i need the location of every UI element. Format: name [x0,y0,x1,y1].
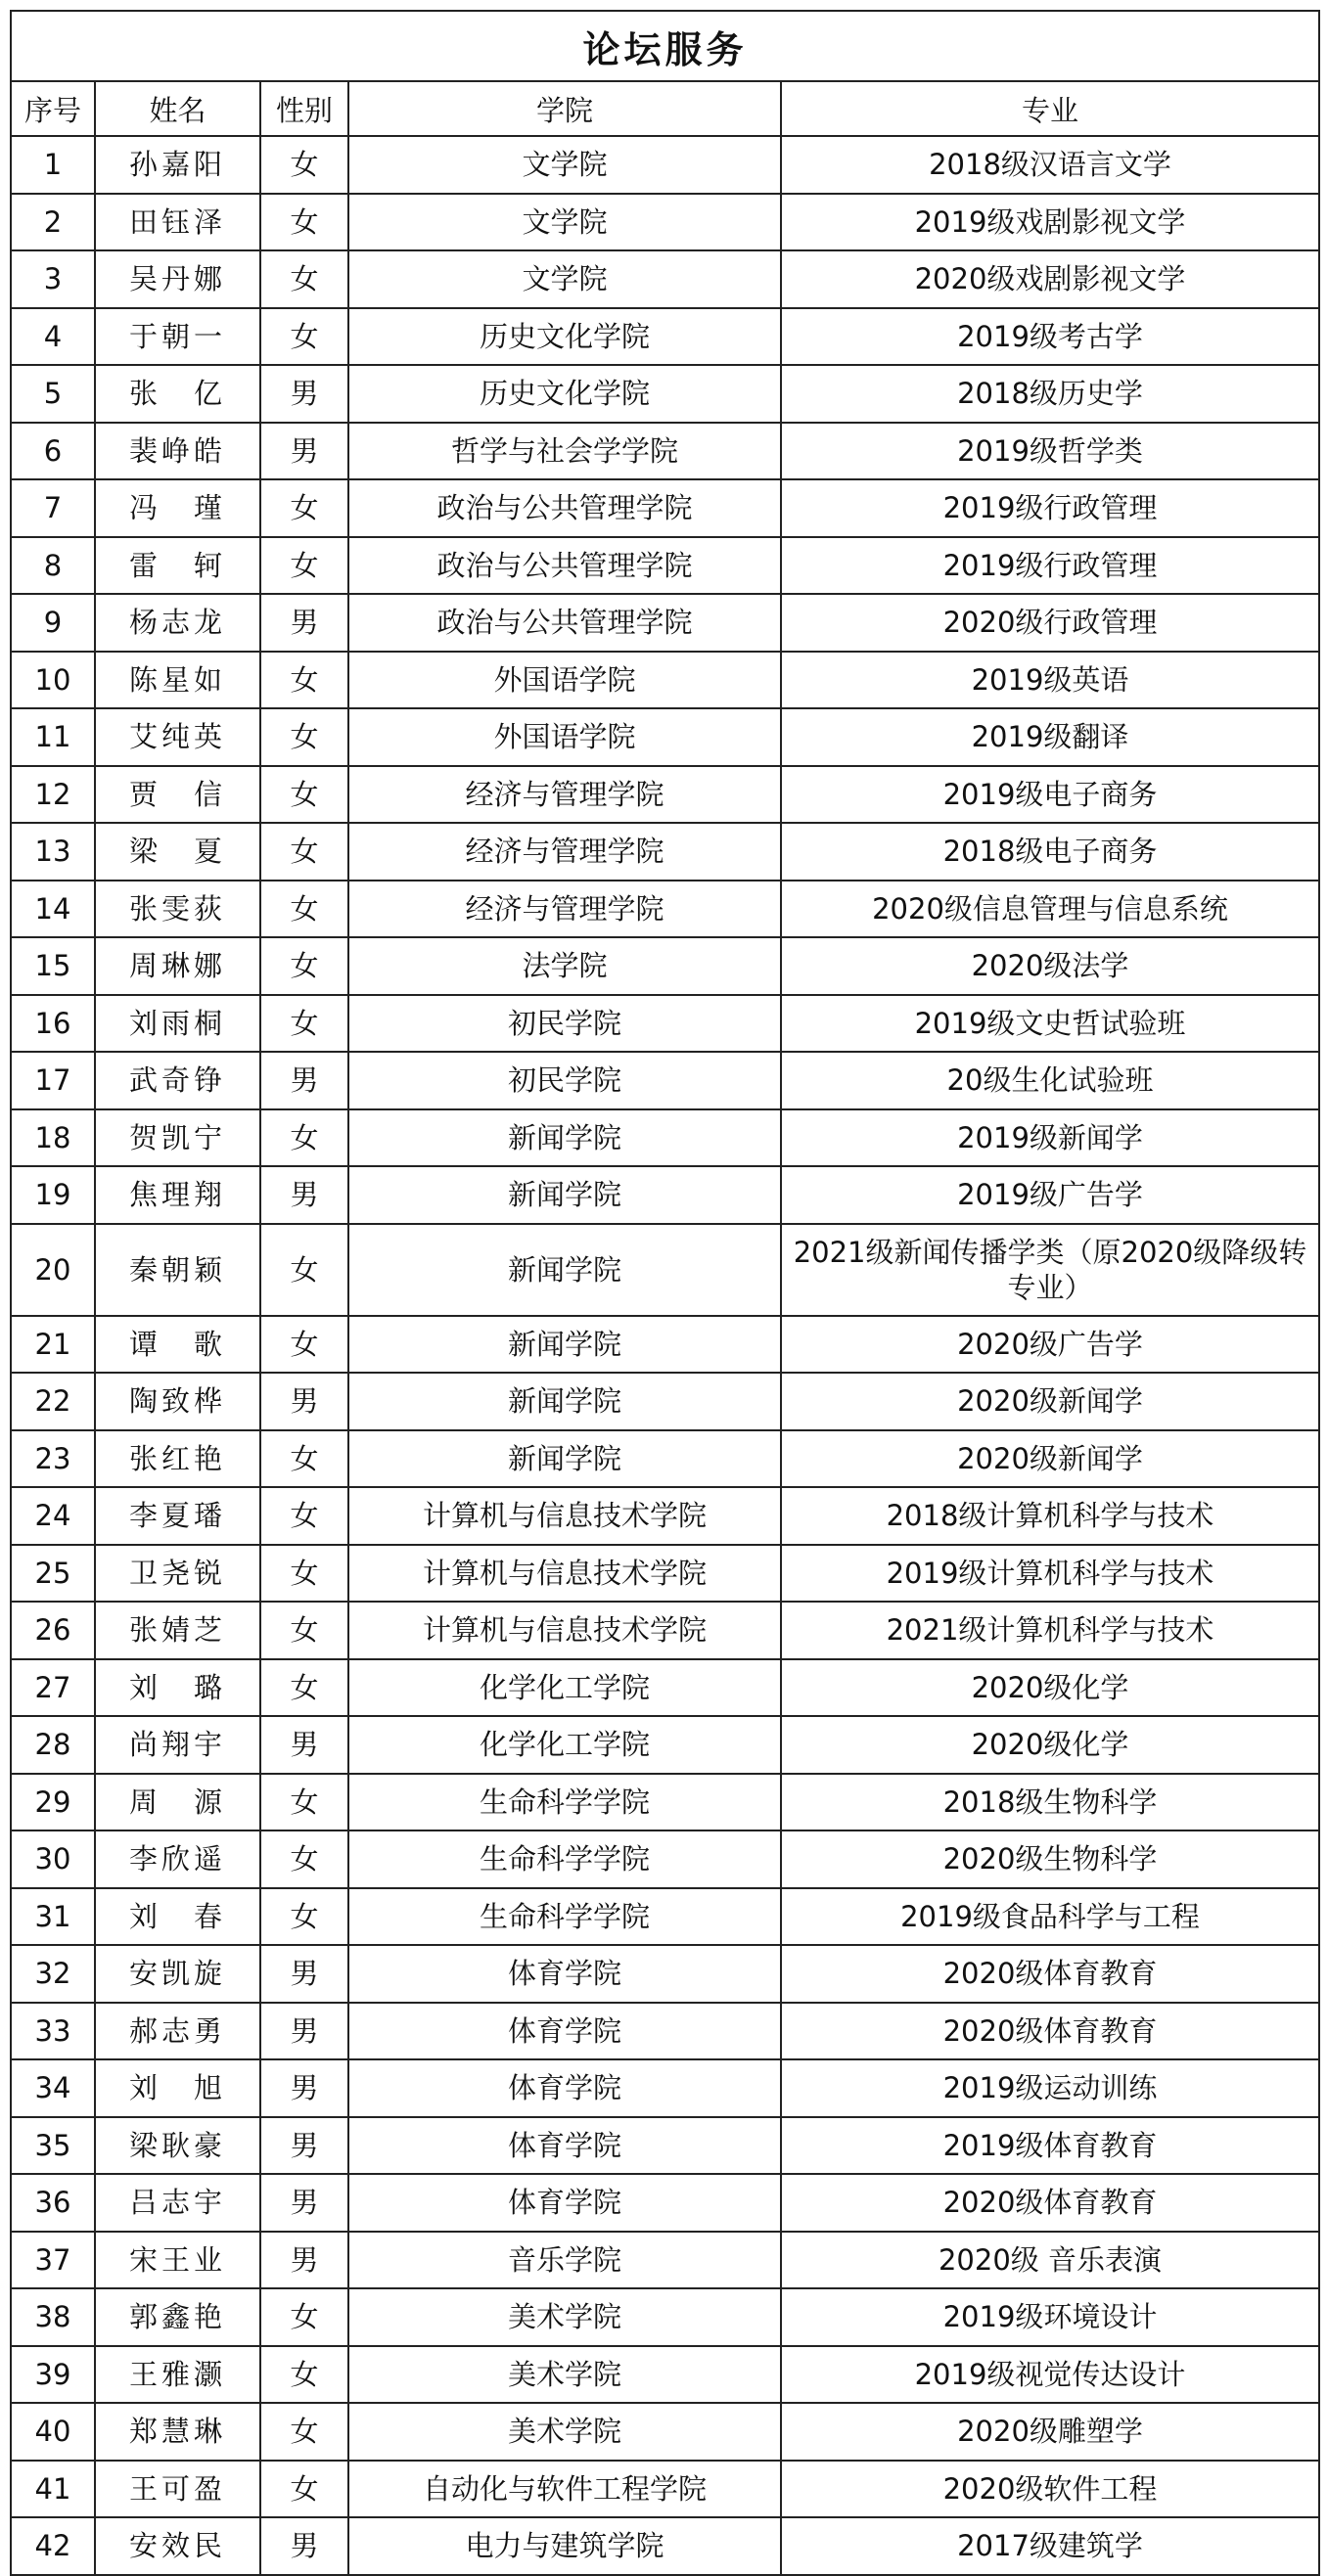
cell-name: 张 亿 [95,365,260,423]
table-row [11,1487,1319,1545]
cell-name: 王可盈 [95,2461,260,2518]
cell-college: 音乐学院 [348,2232,781,2289]
cell-major: 2019级行政管理 [781,537,1319,595]
cell-name: 王雅灏 [95,2346,260,2404]
table-row [11,995,1319,1053]
cell-gender: 女 [260,708,348,766]
cell-major: 2019级运动训练 [781,2059,1319,2117]
header-index: 序号 [11,81,95,136]
cell-index: 10 [11,652,95,709]
header-name: 姓名 [95,81,260,136]
cell-name: 裴峥皓 [95,423,260,480]
cell-gender: 女 [260,250,348,308]
table-row [11,1109,1319,1167]
cell-major: 2019级文史哲试验班 [781,995,1319,1053]
cell-name: 刘 璐 [95,1659,260,1717]
table-row [11,1430,1319,1488]
table-row [11,1945,1319,2003]
cell-college: 美术学院 [348,2346,781,2404]
table-row [11,1659,1319,1717]
cell-name: 吴丹娜 [95,250,260,308]
cell-name: 吕志宇 [95,2174,260,2232]
table-row [11,1545,1319,1603]
roster-table [10,10,1320,2576]
cell-college: 文学院 [348,136,781,194]
cell-major: 2019级体育教育 [781,2117,1319,2175]
cell-gender: 男 [260,423,348,480]
cell-college: 计算机与信息技术学院 [348,1487,781,1545]
cell-gender: 女 [260,1830,348,1888]
cell-college: 经济与管理学院 [348,823,781,881]
cell-college: 文学院 [348,250,781,308]
cell-index: 28 [11,1716,95,1774]
cell-major: 2019级广告学 [781,1166,1319,1224]
cell-major: 2020级体育教育 [781,2174,1319,2232]
cell-gender: 男 [260,2003,348,2060]
table-row [11,423,1319,480]
cell-major: 2018级生物科学 [781,1774,1319,1831]
cell-gender: 女 [260,308,348,366]
cell-index: 34 [11,2059,95,2117]
table-row [11,2461,1319,2518]
cell-name: 于朝一 [95,308,260,366]
cell-gender: 女 [260,2288,348,2346]
table-row [11,1602,1319,1659]
cell-name: 谭 歌 [95,1316,260,1374]
cell-gender: 女 [260,2403,348,2461]
cell-name: 尚翔宇 [95,1716,260,1774]
cell-index: 17 [11,1052,95,1109]
cell-major: 2020级信息管理与信息系统 [781,881,1319,938]
table-row [11,1052,1319,1109]
table-row [11,2117,1319,2175]
cell-major: 2019级戏剧影视文学 [781,194,1319,251]
cell-index: 33 [11,2003,95,2060]
cell-gender: 男 [260,2059,348,2117]
cell-major: 2019级英语 [781,652,1319,709]
cell-major: 2018级汉语言文学 [781,136,1319,194]
cell-major: 2019级电子商务 [781,766,1319,824]
table-row [11,2174,1319,2232]
cell-gender: 女 [260,1224,348,1316]
cell-name: 李欣遥 [95,1830,260,1888]
cell-gender: 男 [260,1716,348,1774]
cell-index: 16 [11,995,95,1053]
cell-gender: 女 [260,766,348,824]
cell-name: 刘 春 [95,1888,260,1946]
table-row [11,250,1319,308]
cell-name: 梁耿豪 [95,2117,260,2175]
cell-index: 19 [11,1166,95,1224]
cell-name: 周 源 [95,1774,260,1831]
cell-major: 20级生化试验班 [781,1052,1319,1109]
cell-index: 39 [11,2346,95,2404]
table-row [11,823,1319,881]
cell-name: 雷 轲 [95,537,260,595]
cell-index: 5 [11,365,95,423]
table-row [11,708,1319,766]
cell-major: 2018级电子商务 [781,823,1319,881]
cell-college: 初民学院 [348,995,781,1053]
cell-major: 2021级计算机科学与技术 [781,1602,1319,1659]
cell-index: 14 [11,881,95,938]
cell-index: 13 [11,823,95,881]
cell-gender: 男 [260,2517,348,2575]
cell-college: 外国语学院 [348,652,781,709]
table-row [11,365,1319,423]
cell-gender: 男 [260,1052,348,1109]
table-row [11,1166,1319,1224]
cell-major: 2020级行政管理 [781,594,1319,652]
cell-index: 41 [11,2461,95,2518]
cell-index: 36 [11,2174,95,2232]
cell-index: 26 [11,1602,95,1659]
cell-index: 6 [11,423,95,480]
cell-name: 安凯旋 [95,1945,260,2003]
cell-gender: 女 [260,537,348,595]
cell-college: 政治与公共管理学院 [348,479,781,537]
cell-name: 孙嘉阳 [95,136,260,194]
cell-college: 经济与管理学院 [348,766,781,824]
cell-college: 体育学院 [348,2174,781,2232]
table-body [11,136,1319,2575]
cell-college: 新闻学院 [348,1224,781,1316]
table-row [11,2346,1319,2404]
cell-college: 新闻学院 [348,1430,781,1488]
cell-gender: 女 [260,1487,348,1545]
cell-major: 2020级 音乐表演 [781,2232,1319,2289]
cell-index: 27 [11,1659,95,1717]
table-row [11,1316,1319,1374]
cell-college: 政治与公共管理学院 [348,537,781,595]
cell-name: 刘雨桐 [95,995,260,1053]
cell-name: 梁 夏 [95,823,260,881]
cell-name: 焦理翔 [95,1166,260,1224]
cell-college: 哲学与社会学学院 [348,423,781,480]
cell-college: 新闻学院 [348,1316,781,1374]
cell-name: 刘 旭 [95,2059,260,2117]
cell-gender: 女 [260,1888,348,1946]
cell-major: 2019级计算机科学与技术 [781,1545,1319,1603]
cell-index: 3 [11,250,95,308]
cell-gender: 女 [260,652,348,709]
cell-gender: 男 [260,1166,348,1224]
cell-index: 12 [11,766,95,824]
cell-name: 宋王业 [95,2232,260,2289]
table-row [11,2003,1319,2060]
table-row [11,537,1319,595]
table-row [11,1774,1319,1831]
cell-gender: 女 [260,995,348,1053]
cell-major: 2019级考古学 [781,308,1319,366]
cell-major: 2020级体育教育 [781,1945,1319,2003]
cell-index: 15 [11,937,95,995]
cell-index: 8 [11,537,95,595]
table-row [11,136,1319,194]
cell-name: 郭鑫艳 [95,2288,260,2346]
cell-major: 2021级新闻传播学类（原2020级降级转专业） [781,1224,1319,1316]
cell-name: 杨志龙 [95,594,260,652]
cell-gender: 男 [260,594,348,652]
cell-gender: 女 [260,2346,348,2404]
table-title: 论坛服务 [11,11,1319,81]
cell-college: 新闻学院 [348,1373,781,1430]
cell-gender: 女 [260,1430,348,1488]
table-row [11,1373,1319,1430]
table-row [11,652,1319,709]
cell-major: 2019级行政管理 [781,479,1319,537]
cell-index: 20 [11,1224,95,1316]
cell-college: 历史文化学院 [348,365,781,423]
cell-name: 田钰泽 [95,194,260,251]
cell-name: 李夏璠 [95,1487,260,1545]
cell-college: 电力与建筑学院 [348,2517,781,2575]
cell-index: 25 [11,1545,95,1603]
cell-name: 武奇铮 [95,1052,260,1109]
cell-name: 艾纯英 [95,708,260,766]
cell-name: 陶致桦 [95,1373,260,1430]
table-row [11,937,1319,995]
cell-gender: 女 [260,1545,348,1603]
cell-index: 42 [11,2517,95,2575]
cell-major: 2018级计算机科学与技术 [781,1487,1319,1545]
table-row [11,1716,1319,1774]
cell-name: 秦朝颖 [95,1224,260,1316]
cell-name: 卫尧锐 [95,1545,260,1603]
cell-major: 2020级化学 [781,1716,1319,1774]
header-row [11,81,1319,136]
table-row [11,2403,1319,2461]
cell-major: 2020级生物科学 [781,1830,1319,1888]
cell-major: 2020级新闻学 [781,1373,1319,1430]
cell-major: 2020级软件工程 [781,2461,1319,2518]
cell-major: 2017级建筑学 [781,2517,1319,2575]
cell-index: 37 [11,2232,95,2289]
cell-college: 化学化工学院 [348,1659,781,1717]
cell-major: 2020级新闻学 [781,1430,1319,1488]
cell-index: 4 [11,308,95,366]
cell-index: 24 [11,1487,95,1545]
table-row [11,2059,1319,2117]
cell-index: 11 [11,708,95,766]
table-row [11,194,1319,251]
cell-index: 32 [11,1945,95,2003]
cell-index: 1 [11,136,95,194]
cell-college: 新闻学院 [348,1109,781,1167]
cell-gender: 女 [260,1659,348,1717]
cell-college: 计算机与信息技术学院 [348,1545,781,1603]
cell-gender: 女 [260,2461,348,2518]
cell-college: 美术学院 [348,2403,781,2461]
cell-index: 40 [11,2403,95,2461]
table-row [11,2288,1319,2346]
cell-name: 郑慧琳 [95,2403,260,2461]
table-row [11,594,1319,652]
cell-name: 张婧芝 [95,1602,260,1659]
cell-college: 体育学院 [348,2003,781,2060]
cell-college: 生命科学学院 [348,1774,781,1831]
cell-gender: 男 [260,2174,348,2232]
cell-college: 生命科学学院 [348,1830,781,1888]
cell-gender: 女 [260,479,348,537]
cell-name: 冯 瑾 [95,479,260,537]
header-gender: 性别 [260,81,348,136]
cell-college: 生命科学学院 [348,1888,781,1946]
cell-index: 21 [11,1316,95,1374]
roster-sheet [10,10,1318,2576]
cell-college: 体育学院 [348,1945,781,2003]
cell-major: 2019级翻译 [781,708,1319,766]
cell-index: 29 [11,1774,95,1831]
cell-college: 自动化与软件工程学院 [348,2461,781,2518]
cell-index: 35 [11,2117,95,2175]
cell-gender: 女 [260,881,348,938]
cell-index: 18 [11,1109,95,1167]
cell-name: 贺凯宁 [95,1109,260,1167]
cell-name: 郝志勇 [95,2003,260,2060]
cell-gender: 女 [260,1774,348,1831]
header-college: 学院 [348,81,781,136]
table-row [11,766,1319,824]
header-major: 专业 [781,81,1319,136]
cell-major: 2020级法学 [781,937,1319,995]
cell-name: 张雯荻 [95,881,260,938]
cell-gender: 女 [260,1602,348,1659]
cell-major: 2020级体育教育 [781,2003,1319,2060]
cell-gender: 男 [260,1373,348,1430]
cell-name: 张红艳 [95,1430,260,1488]
cell-major: 2020级化学 [781,1659,1319,1717]
cell-name: 陈星如 [95,652,260,709]
cell-gender: 女 [260,937,348,995]
table-row [11,479,1319,537]
cell-index: 31 [11,1888,95,1946]
cell-index: 2 [11,194,95,251]
cell-gender: 男 [260,1945,348,2003]
cell-gender: 女 [260,1109,348,1167]
cell-college: 初民学院 [348,1052,781,1109]
cell-college: 文学院 [348,194,781,251]
cell-gender: 男 [260,2232,348,2289]
cell-major: 2018级历史学 [781,365,1319,423]
table-row [11,2517,1319,2575]
cell-college: 计算机与信息技术学院 [348,1602,781,1659]
cell-gender: 女 [260,823,348,881]
cell-gender: 男 [260,365,348,423]
cell-index: 7 [11,479,95,537]
cell-name: 周琳娜 [95,937,260,995]
cell-name: 安效民 [95,2517,260,2575]
cell-college: 美术学院 [348,2288,781,2346]
cell-major: 2019级新闻学 [781,1109,1319,1167]
cell-college: 新闻学院 [348,1166,781,1224]
cell-gender: 女 [260,1316,348,1374]
cell-college: 经济与管理学院 [348,881,781,938]
cell-college: 历史文化学院 [348,308,781,366]
cell-college: 体育学院 [348,2117,781,2175]
cell-college: 法学院 [348,937,781,995]
cell-index: 30 [11,1830,95,1888]
cell-college: 体育学院 [348,2059,781,2117]
table-row [11,1888,1319,1946]
table-row [11,1224,1319,1316]
cell-gender: 男 [260,2117,348,2175]
cell-major: 2020级广告学 [781,1316,1319,1374]
cell-major: 2019级哲学类 [781,423,1319,480]
cell-gender: 女 [260,136,348,194]
cell-index: 22 [11,1373,95,1430]
table-row [11,2232,1319,2289]
cell-name: 贾 信 [95,766,260,824]
cell-index: 9 [11,594,95,652]
cell-major: 2019级食品科学与工程 [781,1888,1319,1946]
cell-gender: 女 [260,194,348,251]
cell-college: 政治与公共管理学院 [348,594,781,652]
cell-college: 化学化工学院 [348,1716,781,1774]
cell-index: 38 [11,2288,95,2346]
cell-major: 2020级戏剧影视文学 [781,250,1319,308]
cell-major: 2020级雕塑学 [781,2403,1319,2461]
cell-index: 23 [11,1430,95,1488]
cell-major: 2019级环境设计 [781,2288,1319,2346]
table-row [11,308,1319,366]
table-row [11,1830,1319,1888]
table-row [11,881,1319,938]
cell-college: 外国语学院 [348,708,781,766]
cell-major: 2019级视觉传达设计 [781,2346,1319,2404]
